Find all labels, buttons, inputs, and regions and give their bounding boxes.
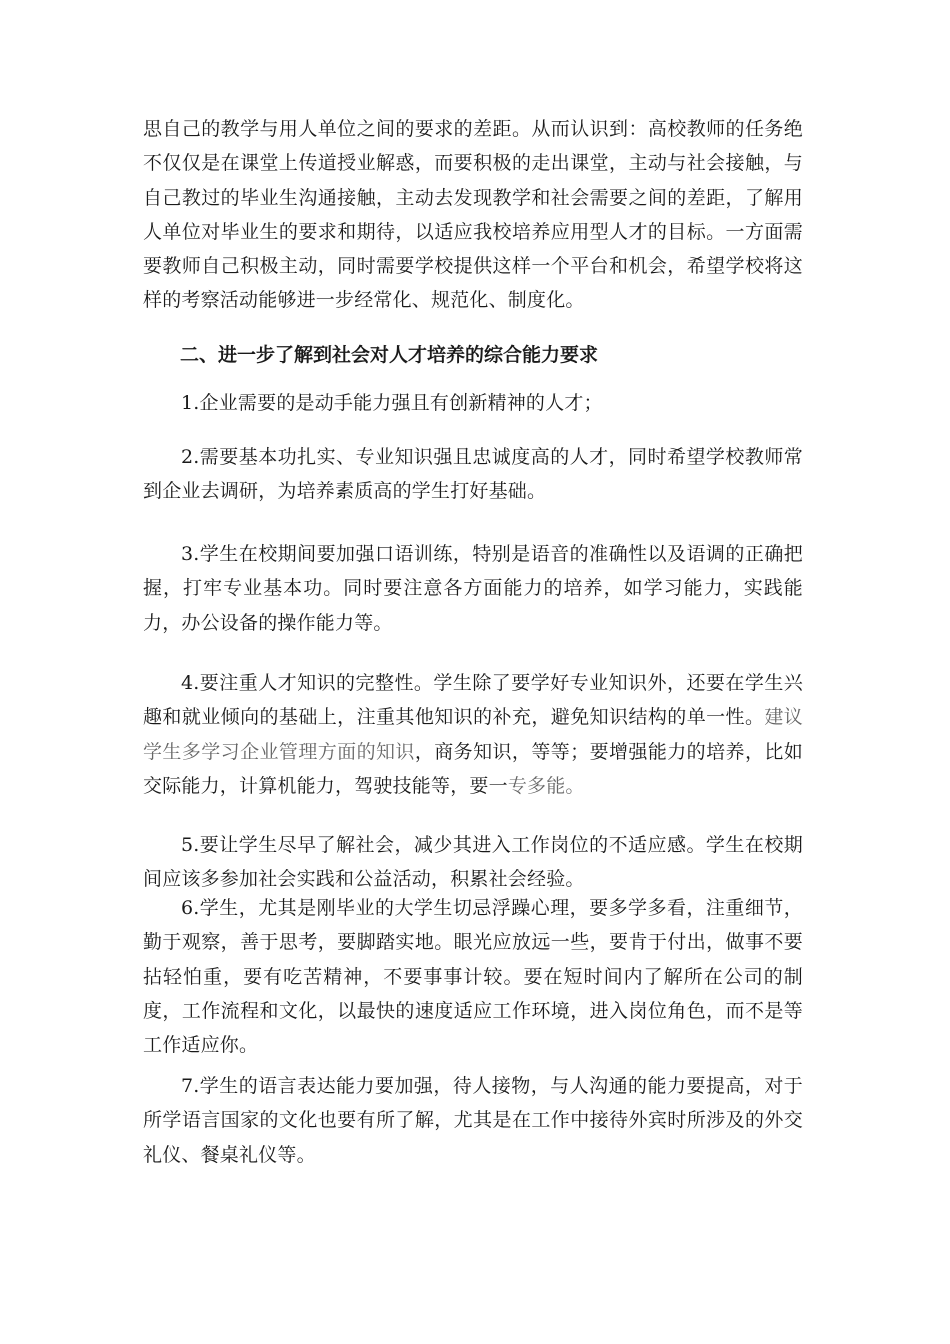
list-item-4-main: 4.要注重人才知识的完整性。学生除了要学好专业知识外，还要在学生兴趣和就业倾向的基础上，注重其他知识的补充，避免知识结构的单一性。: [143, 672, 803, 729]
list-item-1: 1.企业需要的是动手能力强且有创新精神的人才；: [181, 392, 603, 414]
list-item-6: 6.学生，尤其是刚毕业的大学生切忌浮躁心理，要多学多看，注重细节，勤于观察，善于思考，要脚踏实地。眼光应放远一些，要肯于付出，做事不要拈轻怕重，要有吃苦精神，不要事事计较。要在短时间内了解所在公司的制度，工作流程和文化，以最快的速度适应工作环境，进入岗位角色，而不是等工作适应你。: [143, 897, 803, 1057]
list-item-4-faded-2: 专多能。: [507, 774, 585, 797]
list-item-4-faded-1: 建议学生多学习企业管理方面的知识: [143, 706, 803, 763]
section-heading: 二、进一步了解到社会对人才培养的综合能力要求: [180, 344, 599, 366]
list-item-2: 2.需要基本功扎实、专业知识强且忠诚度高的人才，同时希望学校教师常到企业去调研，为培养素质高的学生打好基础。: [143, 446, 803, 503]
list-item-5: 5.要让学生尽早了解社会，减少其进入工作岗位的不适应感。学生在校期间应该多参加社会实践和公益活动，积累社会经验。: [143, 834, 803, 891]
list-item-3: 3.学生在校期间要加强口语训练，特别是语音的准确性以及语调的正确把握，打牢专业基本功。同时要注意各方面能力的培养，如学习能力，实践能力，办公设备的操作能力等。: [143, 543, 803, 634]
intro-paragraph: 思自己的教学与用人单位之间的要求的差距。从而认识到：高校教师的任务绝不仅仅是在课堂上传道授业解惑，而要积极的走出课堂，主动与社会接触，与自己教过的毕业生沟通接触，主动去发现教学和社会需要之间的差距，了解用人单位对毕业生的要求和期待，以适应我校培养应用型人才的目标。一方面需要教师自己积极主动，同时需要学校提供这样一个平台和机会，希望学校将这样的考察活动能够进一步经常化、规范化、制度化。: [143, 118, 803, 312]
list-item-4-middle: ，商务知识，等等；要增强能力的培养，比如交际能力，计算机能力，驾驶技能等，要一: [143, 740, 803, 797]
list-item-7: 7.学生的语言表达能力要加强，待人接物，与人沟通的能力要提高，对于所学语言国家的文化也要有所了解，尤其是在工作中接待外宾时所涉及的外交礼仪、餐桌礼仪等。: [143, 1075, 803, 1166]
list-item-4: [143, 666, 803, 803]
